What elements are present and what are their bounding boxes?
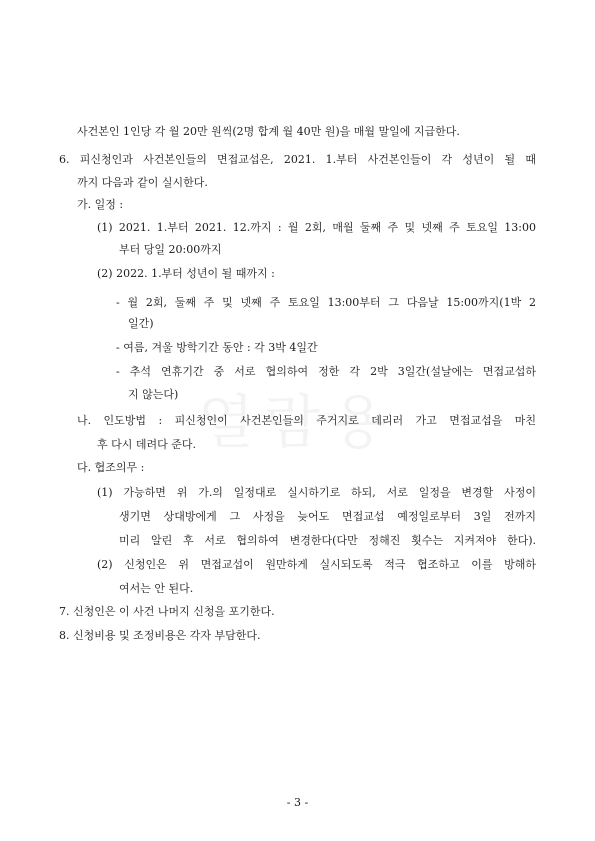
text-line: 7. 신청인은 이 사건 나머지 신청을 포기한다. (59, 605, 275, 618)
section-heading: 다. 협조의무 : (77, 461, 145, 474)
text-line: (2) 2022. 1.부터 성년이 될 때까지 : (97, 267, 275, 280)
text-line: 부터 당일 20:00까지 (119, 243, 222, 256)
text-line: 지 않는다) (128, 388, 179, 401)
section-heading: 가. 일정 : (77, 198, 124, 211)
text-line: 미리 알린 후 서로 협의하여 변경한다(다만 정해진 횟수는 지켜져야 한다). (119, 534, 536, 547)
text-line: 후 다시 데려다 준다. (97, 438, 196, 451)
page-number: - 3 - (286, 796, 309, 809)
text-line: 여서는 안 된다. (119, 582, 194, 595)
text-line: 나. 인도방법 : 피신청인이 사건본인들의 주거지로 데리러 가고 면접교섭을 마친 (77, 414, 536, 427)
text-line: - 추석 연휴기간 중 서로 협의하여 정한 각 2박 3일간(설날에는 면접교섭하 (116, 365, 536, 378)
text-line: 사건본인 1인당 각 월 20만 원씩(2명 합계 월 40만 원)을 매월 말일에 지급한다. (77, 125, 460, 138)
text-line: 까지 다음과 같이 실시한다. (77, 176, 208, 189)
text-line: - 여름, 겨울 방학기간 동안 : 각 3박 4일간 (116, 341, 318, 354)
text-line: (1) 가능하면 위 가.의 일정대로 실시하기로 하되, 서로 일정을 변경할 사정이 (97, 486, 536, 499)
text-line: 생기면 상대방에게 그 사정을 늦어도 면접교섭 예정일로부터 3일 전까지 (119, 510, 536, 523)
text-line: - 월 2회, 둘째 주 및 넷째 주 토요일 13:00부터 그 다음날 15:00까지(1박 2 (116, 296, 536, 309)
text-line: 일간) (128, 317, 154, 330)
text-line: (1) 2021. 1.부터 2021. 12.까지 : 월 2회, 매월 둘째 주 및 넷째 주 토요일 13:00 (97, 221, 536, 234)
text-line: (2) 신청인은 위 면접교섭이 원만하게 실시되도록 적극 협조하고 이를 방해하 (97, 558, 536, 571)
text-line: 8. 신청비용 및 조정비용은 각자 부담한다. (59, 629, 261, 642)
text-line: 6. 피신청인과 사건본인들의 면접교섭은, 2021. 1.부터 사건본인들이 각 성년이 될 때 (59, 153, 536, 166)
